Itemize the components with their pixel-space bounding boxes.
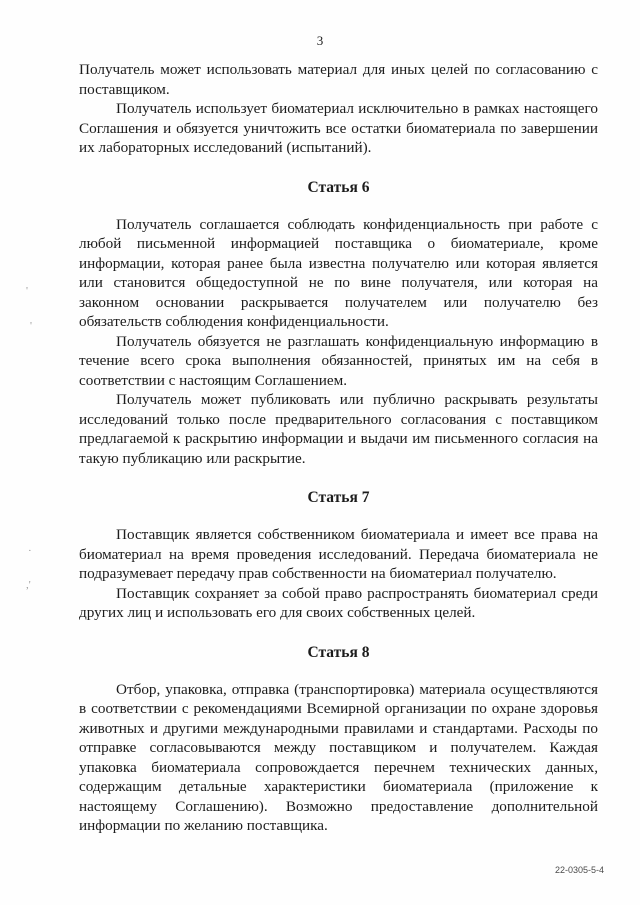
paragraph: Поставщик является собственником биоматериала и имеет все права на биоматериал на время проведения исследований. Передача биоматериала не подразумевает передачу прав собственности на биоматериал получателю. [79,526,598,582]
margin-mark: ' [30,320,32,332]
document-code: 22-0305-5-4 [555,865,605,875]
paragraph: Получатель может публиковать или публично раскрывать результаты исследований только после предварительного согласования с поставщиком предлагаемой к раскрытию информации и выдачи им письменного согласия на такую публикацию или раскрытие. [79,391,598,467]
article-heading: Статья 6 [307,178,370,196]
document-body [79,60,598,836]
margin-mark: ' [26,285,28,297]
margin-mark: · [28,545,32,557]
article-heading: Статья 8 [307,643,370,661]
page-number: 3 [316,33,324,48]
paragraph: Поставщик сохраняет за собой право распространять биоматериал среди других лиц и использовать его для своих собственных целей. [79,584,598,621]
paragraph: Получатель может использовать материал для иных целей по согласованию с поставщиком. [79,61,598,98]
paragraph: Получатель соглашается соблюдать конфиденциальность при работе с любой письменной информацией поставщика о биоматериале, кроме информации, которая ранее была известна получателю или которая является или становится общедоступной не по вине получателя, или которая на законном основании раскрывается получателем или получателю без обязательств соблюдения конфиденциальности. [79,215,598,330]
paragraph: Отбор, упаковка, отправка (транспортировка) материала осуществляются в соответствии с рекомендациями Всемирной организации по охране здоровья животных и другими международными правилами и стандартами. Расходы по отправке согласовываются между поставщиком и получателем. Каждая упаковка биоматериала сопровождается перечнем технических данных, содержащим детальные характеристики биоматериала (приложение к настоящему Соглашению). Возможно предоставление дополнительной информации по желанию поставщика. [79,680,598,834]
margin-mark: ,' [26,579,31,591]
paragraph: Получатель обязуется не разглашать конфиденциальную информацию в течение всего срока выполнения обязанностей, принятых им на себя в соответствии с настоящим Соглашением. [79,332,598,389]
article-heading: Статья 7 [307,489,370,506]
paragraph: Получатель использует биоматериал исключительно в рамках настоящего Соглашения и обязуется уничтожить все остатки биоматериала по завершении их лабораторных исследований (испытаний). [79,100,598,156]
